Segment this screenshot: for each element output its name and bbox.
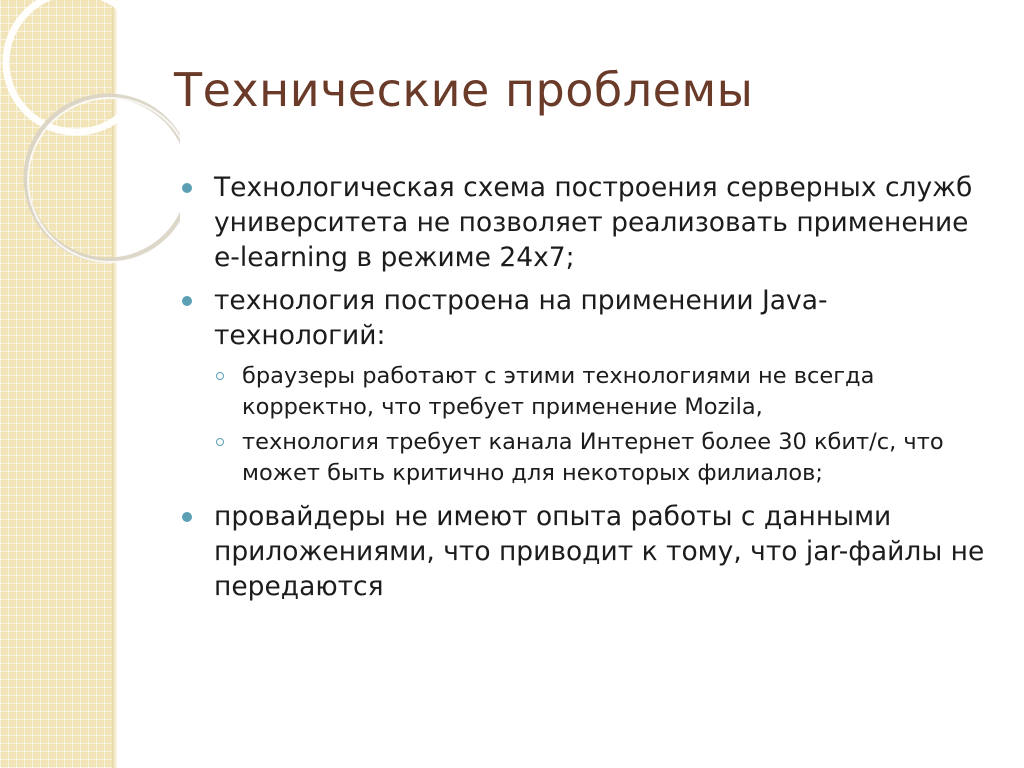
bullet-dot-icon <box>182 296 192 306</box>
decorative-circle-upper <box>6 0 146 132</box>
bullet-text: технология построена на применении Java-технологий: <box>214 285 828 351</box>
bullet-item <box>182 170 992 275</box>
bullet-text: Технологическая схема построения серверных служб университета не позволяет реализовать применение e-learning в режиме 24x7; <box>214 172 973 273</box>
slide-content <box>182 170 992 612</box>
sub-bullet-ring-icon <box>216 438 224 446</box>
sub-bullet-item <box>214 361 992 423</box>
bullet-dot-icon <box>182 183 192 193</box>
sub-bullet-text: браузеры работают с этими технологиями не всегда корректно, что требует применение Mozila, <box>242 363 875 420</box>
bullet-text: провайдеры не имеют опыта работы с данными приложениями, что приводит к тому, что jar-файлы не передаются <box>214 501 985 602</box>
bullet-dot-icon <box>182 512 192 522</box>
decorative-circles <box>0 0 180 300</box>
sub-bullet-text: технология требует канала Интернет более 30 кбит/с, что может быть критично для некоторых филиалов; <box>242 429 944 486</box>
bullet-item <box>182 499 992 604</box>
bullet-item <box>182 283 992 353</box>
sub-bullet-ring-icon <box>216 372 224 380</box>
slide-title: Технические проблемы <box>174 63 754 117</box>
sub-bullet-list <box>182 361 992 489</box>
sub-bullet-item <box>214 427 992 489</box>
